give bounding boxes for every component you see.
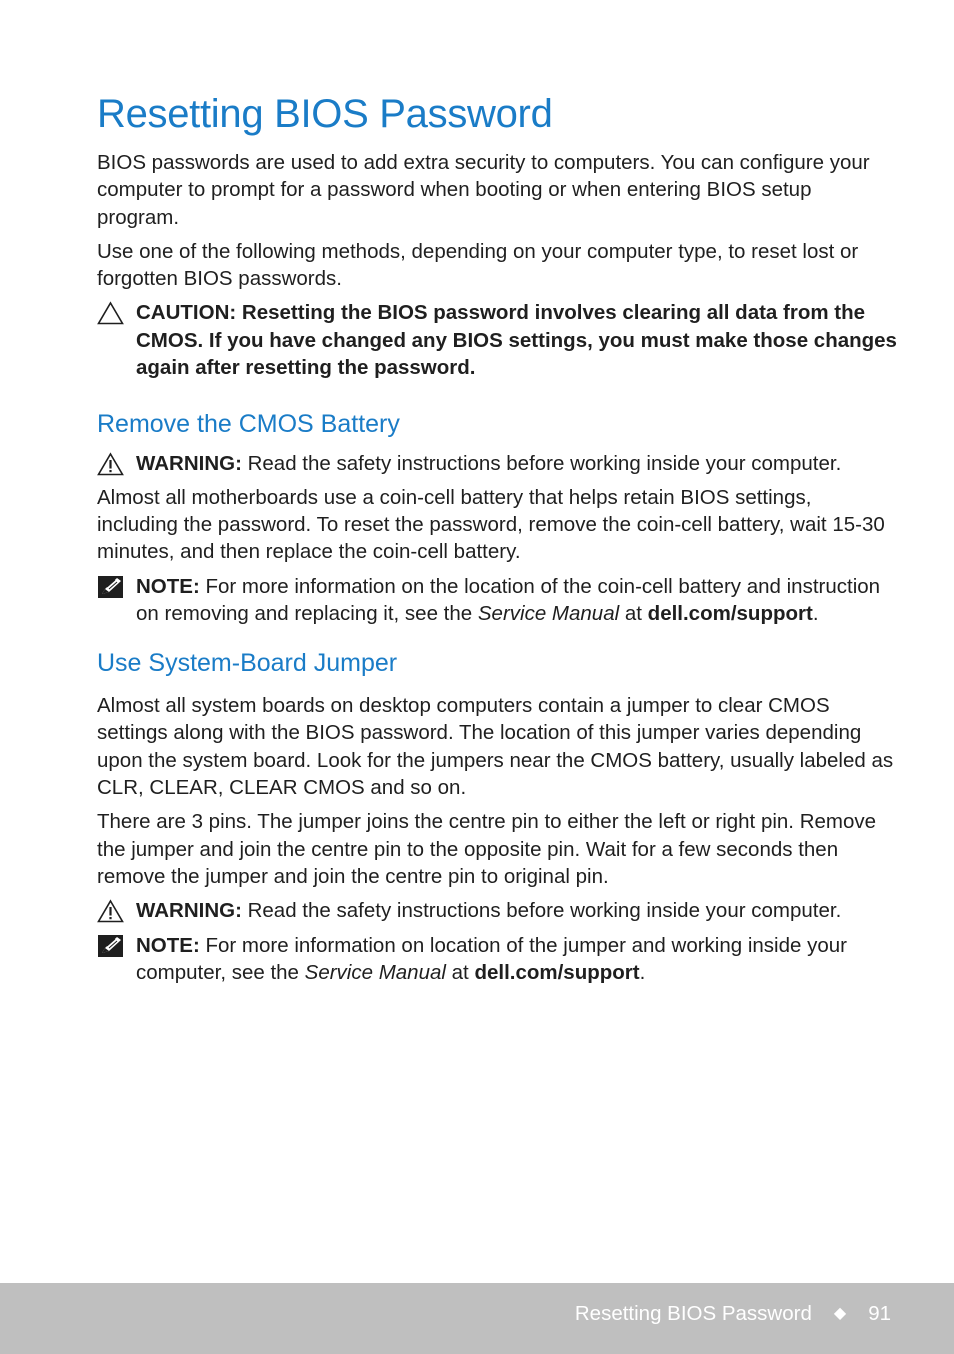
- support-link[interactable]: dell.com/support: [647, 601, 813, 625]
- warning-label: WARNING:: [136, 452, 242, 476]
- warning-notice: [97, 897, 897, 924]
- section-heading-cmos-battery: Remove the CMOS Battery: [97, 410, 400, 439]
- warning-label: WARNING:: [136, 899, 242, 923]
- service-manual-reference: Service Manual: [304, 960, 446, 984]
- warning-triangle-icon: [97, 899, 124, 923]
- caution-notice: [97, 299, 897, 381]
- page-footer: [0, 1283, 954, 1354]
- intro-paragraph-1: BIOS passwords are used to add extra security to computers. You can configure your computer to prompt for a password when booting or when entering BIOS setup program.: [97, 151, 870, 229]
- note-text-at: at: [619, 601, 648, 625]
- footer-title: Resetting BIOS Password: [574, 1302, 812, 1325]
- warning-triangle-icon: [97, 452, 124, 476]
- jumper-paragraph-2: There are 3 pins. The jumper joins the centre pin to either the left or right pin. Remove the jumper and join the centre pin to the opposite pin. Wait for a few seconds then remove the jumper and join the centre pin to original pin.: [97, 810, 877, 888]
- service-manual-reference: Service Manual: [477, 601, 620, 625]
- note-text-end: .: [639, 960, 646, 984]
- support-link[interactable]: dell.com/support: [474, 960, 640, 984]
- caution-triangle-icon: [97, 301, 124, 325]
- warning-notice: [97, 450, 897, 477]
- note-text-end: .: [812, 601, 819, 625]
- jumper-paragraph-1: Almost all system boards on desktop computers contain a jumper to clear CMOS settings along with the BIOS password. The location of this jumper varies depending upon the system board. Look for the jumpers near the CMOS battery, usually labeled as CLR, CLEAR, CLEAR CMOS and so on.: [97, 694, 894, 800]
- warning-text: Read the safety instructions before working inside your computer.: [241, 452, 842, 476]
- note-text-at: at: [445, 960, 475, 984]
- section-heading-system-board-jumper: Use System-Board Jumper: [97, 649, 398, 678]
- page-content: [97, 88, 897, 986]
- note-label: NOTE:: [136, 574, 200, 598]
- note-notice: [97, 932, 897, 987]
- diamond-separator-icon: ◆: [833, 1305, 847, 1322]
- note-notice: [97, 573, 897, 628]
- page-number: 91: [868, 1302, 891, 1325]
- page-title: Resetting BIOS Password: [97, 92, 553, 136]
- note-text: For more information on location of the jumper and working inside your computer, see the: [136, 933, 847, 984]
- note-pencil-icon: [97, 575, 124, 599]
- intro-paragraph-2: Use one of the following methods, depending on your computer type, to reset lost or forgotten BIOS passwords.: [97, 239, 859, 291]
- note-text: For more information on the location of the coin-cell battery and instruction on removing and replacing it, see the: [136, 574, 881, 625]
- warning-text: Read the safety instructions before working inside your computer.: [241, 899, 842, 923]
- footer-text: [575, 1301, 891, 1327]
- note-label: NOTE:: [136, 933, 200, 957]
- caution-text: CAUTION: Resetting the BIOS password involves clearing all data from the CMOS. If you have changed any BIOS settings, you must make those changes again after resetting the password.: [136, 301, 897, 380]
- cmos-battery-paragraph: Almost all motherboards use a coin-cell battery that helps retain BIOS settings, including the password. To reset the password, remove the coin-cell battery, wait 15-30 minutes, and then replace the coin-cell battery.: [97, 485, 885, 564]
- note-pencil-icon: [97, 934, 124, 958]
